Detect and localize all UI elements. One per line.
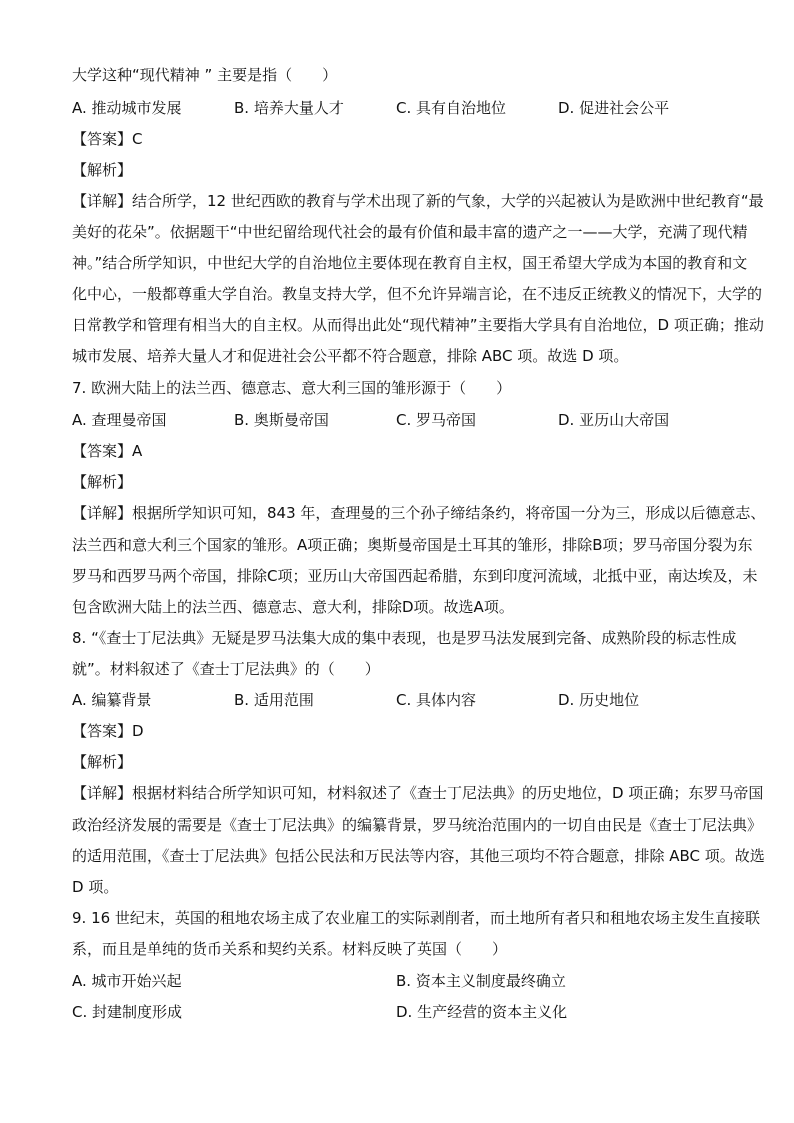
q8-option-c: C. 具体内容: [396, 691, 477, 709]
q6-option-c: C. 具有自治地位: [396, 99, 507, 117]
q7-detail-line: 罗马和西罗马两个帝国，排除C项；亚历山大帝国西起希腊，东到印度河流域，北抵中亚，南达埃及，未: [72, 567, 758, 585]
q6-stem: 大学这种“现代精神 ” 主要是指（ ）: [72, 66, 338, 84]
q6-detail-line: 美好的花朵”。依据题干“中世纪留给现代社会的最有价值和最丰富的遗产之一——大学，充满了现代精: [72, 223, 748, 241]
q7-detail-line: 【详解】根据所学知识可知，843 年，查理曼的三个孙子缔结条约，将帝国一分为三，形成以后德意志、: [72, 504, 766, 522]
q8-option-b: B. 适用范围: [234, 691, 314, 709]
q8-stem: 就”。材料叙述了《查士丁尼法典》的（ ）: [72, 660, 380, 678]
q6-detail-line: 【详解】结合所学，12 世纪西欧的教育与学术出现了新的气象，大学的兴起被认为是欧洲中世纪教育“最: [72, 192, 764, 210]
q7-option-b: B. 奥斯曼帝国: [234, 411, 329, 429]
q8-detail-line: D 项。: [72, 878, 119, 896]
q9-option-a: A. 城市开始兴起: [72, 972, 182, 990]
q8-detail-line: 的适用范围，《查士丁尼法典》包括公民法和万民法等内容，其他三项均不符合题意，排除 ABC 项。故选: [72, 847, 765, 865]
q9-option-b: B. 资本主义制度最终确立: [396, 972, 566, 990]
q7-option-c: C. 罗马帝国: [396, 411, 477, 429]
q7-detail-line: 包含欧洲大陆上的法兰西、德意志、意大利，排除D项。故选A项。: [72, 598, 514, 616]
q6-detail-line: 化中心，一般都尊重大学自治。教皇支持大学，但不允许异端言论，在不违反正统教义的情况下，大学的: [72, 285, 763, 303]
q6-detail-line: 城市发展、培养大量人才和促进社会公平都不符合题意，排除 ABC 项。故选 D 项。: [72, 347, 629, 365]
q7-answer: 【答案】A: [72, 442, 143, 460]
q6-detail-line: 神。”结合所学知识，中世纪大学的自治地位主要体现在教育自主权，国王希望大学成为本国的教育和文: [72, 254, 748, 272]
q8-detail-line: 【详解】根据材料结合所学知识可知，材料叙述了《查士丁尼法典》的历史地位，D 项正确；东罗马帝国: [72, 784, 764, 802]
q8-detail-line: 政治经济发展的需要是《查士丁尼法典》的编纂背景，罗马统治范围内的一切自由民是《查士丁尼法典》: [72, 816, 763, 834]
q6-option-b: B. 培养大量人才: [234, 99, 344, 117]
q9-stem: 9. 16 世纪末，英国的租地农场主成了农业雇工的实际剥削者，而土地所有者只和租地农场主发生直接联: [72, 909, 760, 927]
q7-detail-line: 法兰西和意大利三个国家的雏形。A项正确；奥斯曼帝国是土耳其的雏形，排除B项；罗马帝国分裂为东: [72, 536, 753, 554]
q9-option-d: D. 生产经营的资本主义化: [396, 1003, 568, 1021]
q6-detail-line: 日常教学和管理有相当大的自主权。从而得出此处“现代精神”主要指大学具有自治地位，D 项正确；推动: [72, 316, 764, 334]
q8-analysis-heading: 【解析】: [72, 753, 133, 771]
q7-analysis-heading: 【解析】: [72, 473, 133, 491]
q6-analysis-heading: 【解析】: [72, 161, 133, 179]
q6-answer: 【答案】C: [72, 130, 143, 148]
q8-option-a: A. 编纂背景: [72, 691, 152, 709]
q8-answer: 【答案】D: [72, 722, 144, 740]
q9-option-c: C. 封建制度形成: [72, 1003, 183, 1021]
q7-option-d: D. 亚历山大帝国: [558, 411, 670, 429]
q6-option-d: D. 促进社会公平: [558, 99, 670, 117]
q8-option-d: D. 历史地位: [558, 691, 640, 709]
q6-option-a: A. 推动城市发展: [72, 99, 182, 117]
q9-stem: 系，而且是单纯的货币关系和契约关系。材料反映了英国（ ）: [72, 940, 508, 958]
q8-stem: 8. “《查士丁尼法典》无疑是罗马法集大成的集中表现，也是罗马法发展到完备、成熟阶段的标志性成: [72, 629, 737, 647]
q7-option-a: A. 查理曼帝国: [72, 411, 167, 429]
q7-stem: 7. 欧洲大陆上的法兰西、德意志、意大利三国的雏形源于（ ）: [72, 379, 512, 397]
